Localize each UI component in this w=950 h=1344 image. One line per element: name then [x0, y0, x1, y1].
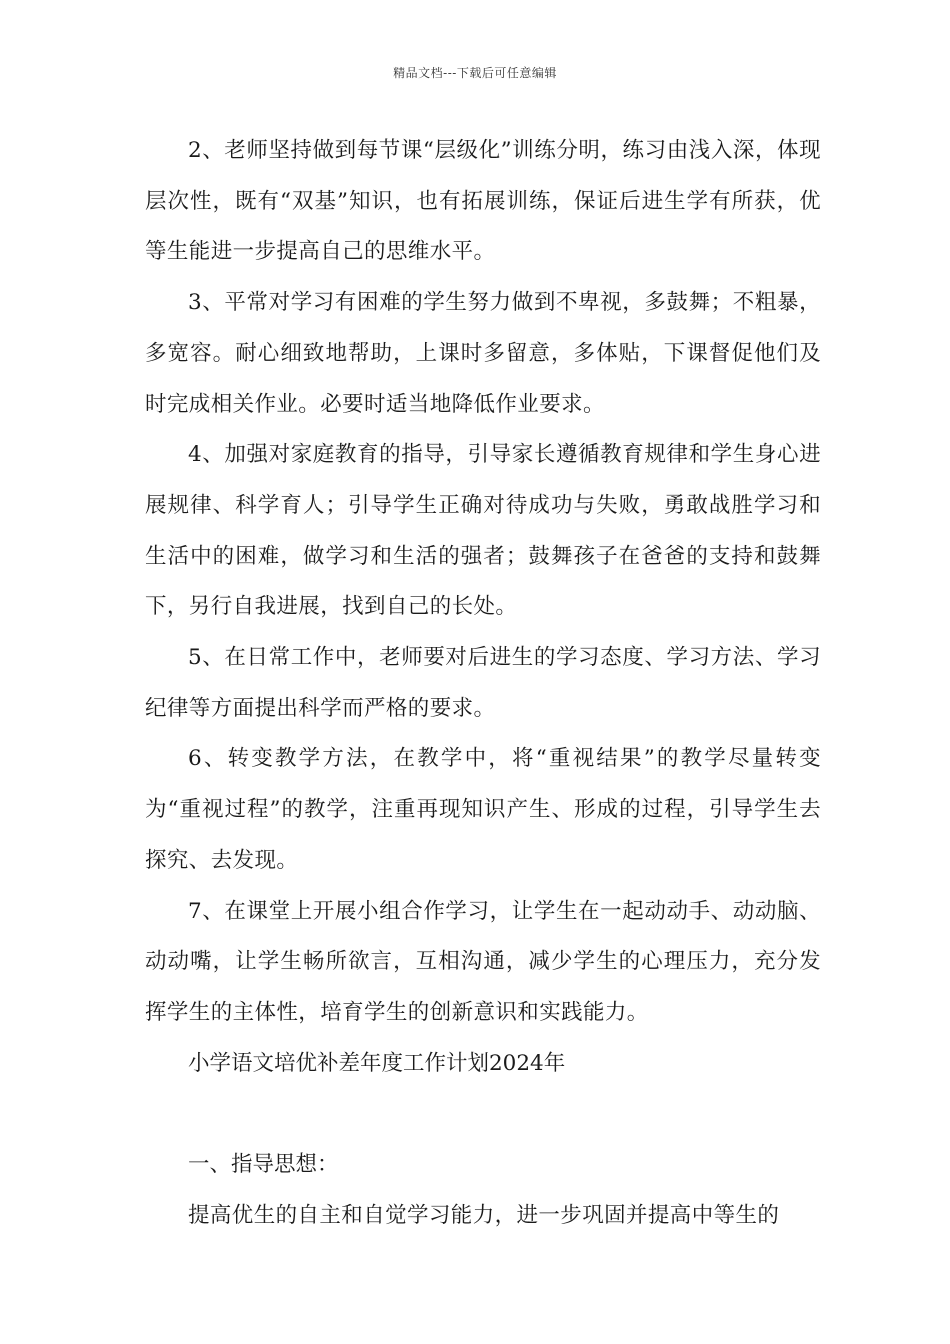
section-heading-guiding-thought: 一、指导思想：: [188, 1152, 339, 1178]
paragraph-4: 4、加强对家庭教育的指导，引导家长遵循教育规律和学生身心进展规律、科学育人；引导学生正确对待成功与失败，勇敢战胜学习和生活中的困难，做学习和生活的强者；鼓舞孩子在爸爸的支持和鼓舞下，另行自我进展，找到自己的长处。: [145, 442, 821, 620]
paragraph-5: 5、在日常工作中，老师要对后进生的学习态度、学习方法、学习纪律等方面提出科学而严格的要求。: [145, 645, 821, 721]
paragraph-3: 3、平常对学习有困难的学生努力做到不卑视，多鼓舞；不粗暴，多宽容。耐心细致地帮助，上课时多留意，多体贴，下课督促他们及时完成相关作业。必要时适当地降低作业要求。: [145, 290, 821, 417]
plan-title: 小学语文培优补差年度工作计划2024年: [188, 1050, 566, 1076]
paragraph-7: 7、在课堂上开展小组合作学习，让学生在一起动动手、动动脑、动动嘴，让学生畅所欲言，互相沟通，减少学生的心理压力，充分发挥学生的主体性，培育学生的创新意识和实践能力。: [145, 898, 821, 1025]
page-header: 精品文档---下载后可任意编辑: [393, 66, 557, 80]
paragraph-6: 6、转变教学方法，在教学中，将“重视结果”的教学尽量转变为“重视过程”的教学，注重再现知识产生、形成的过程，引导学生去探究、去发现。: [145, 746, 821, 873]
section-paragraph: 提高优生的自主和自觉学习能力，进一步巩固并提高中等生的: [188, 1203, 780, 1229]
document-body: [145, 126, 821, 1242]
paragraph-2: 2、老师坚持做到每节课“层级化”训练分明，练习由浅入深，体现层次性，既有“双基”知识，也有拓展训练，保证后进生学有所获，优等生能进一步提高自己的思维水平。: [145, 138, 821, 265]
